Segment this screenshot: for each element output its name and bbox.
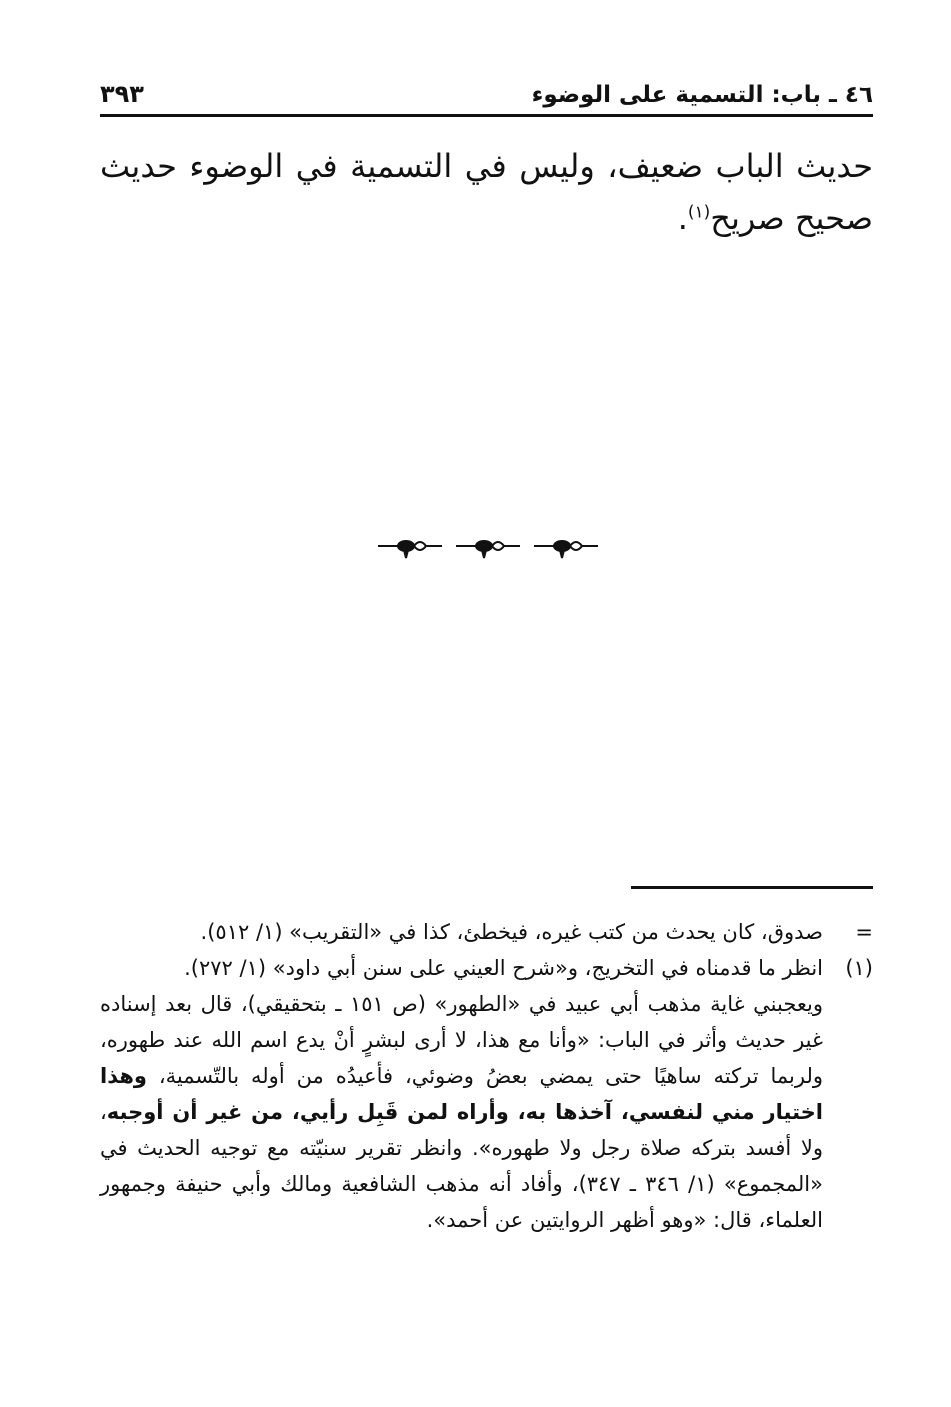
- continuation-text: صدوق، كان يحدث من كتب غيره، فيخطئ، كذا في «التقريب» (١/ ٥١٢).: [200, 920, 823, 944]
- continuation-mark: =: [855, 920, 873, 944]
- chapter-title: ٤٦ ـ باب: التسمية على الوضوء: [531, 82, 873, 108]
- footnote-continuation: [100, 914, 873, 950]
- footnote-reference: (١): [687, 202, 711, 223]
- main-paragraph-text: حديث الباب ضعيف، وليس في التسمية في الوضوء حديث صحيح صريح: [100, 147, 873, 237]
- footnote-1: [100, 950, 873, 1238]
- footnotes: [100, 914, 873, 1238]
- footnote-1-bold: وهذا اختيار مني لنفسي، آخذها به، وأراه لمن قَبِل رأيي، من غير أن أوجبه: [100, 1064, 823, 1124]
- ornament-center: [456, 541, 520, 558]
- ornament-right: [534, 541, 598, 558]
- footnote-1-body: [100, 950, 823, 1238]
- footnote-1-line1: انظر ما قدمناه في التخريج، و«شرح العيني على سنن أبي داود» (١/ ٢٧٢).: [184, 956, 823, 980]
- footnote-1-paragraph: [100, 986, 823, 1238]
- footnote-1-mark: (١): [845, 956, 873, 980]
- page-number: ٣٩٣: [100, 80, 144, 108]
- page-header: [100, 62, 873, 117]
- footnote-separator: [631, 886, 873, 889]
- footnote-1-plain: ويعجبني غاية مذهب أبي عبيد في «الطهور» (ص ١٥١ ـ بتحقيقي)، قال بعد إسناده غير حديث وأثر في الباب: «وأنا مع هذا، لا أرى لبشرٍ أنْ يدع اسم الله عند طهوره، ولربما تركته ساهيًا حتى يمضي بعضُ وضوئي، فأعيدُه من أوله بالتّسمية،: [100, 992, 823, 1088]
- section-divider-ornament: [370, 534, 600, 566]
- ornament-left: [378, 541, 442, 558]
- main-paragraph: [100, 140, 873, 244]
- main-paragraph-end: .: [677, 199, 688, 237]
- main-text: [100, 140, 873, 244]
- footnote-1-rest: ، ولا أفسد بتركه صلاة رجل ولا طهوره». وانظر تقرير سنيّته مع توجيه الحديث في «المجموع» (١/ ٣٤٦ ـ ٣٤٧)، وأفاد أنه مذهب الشافعية ومالك وأبي حنيفة وجمهور العلماء، قال: «وهو أظهر الروايتين عن أحمد».: [100, 1100, 823, 1232]
